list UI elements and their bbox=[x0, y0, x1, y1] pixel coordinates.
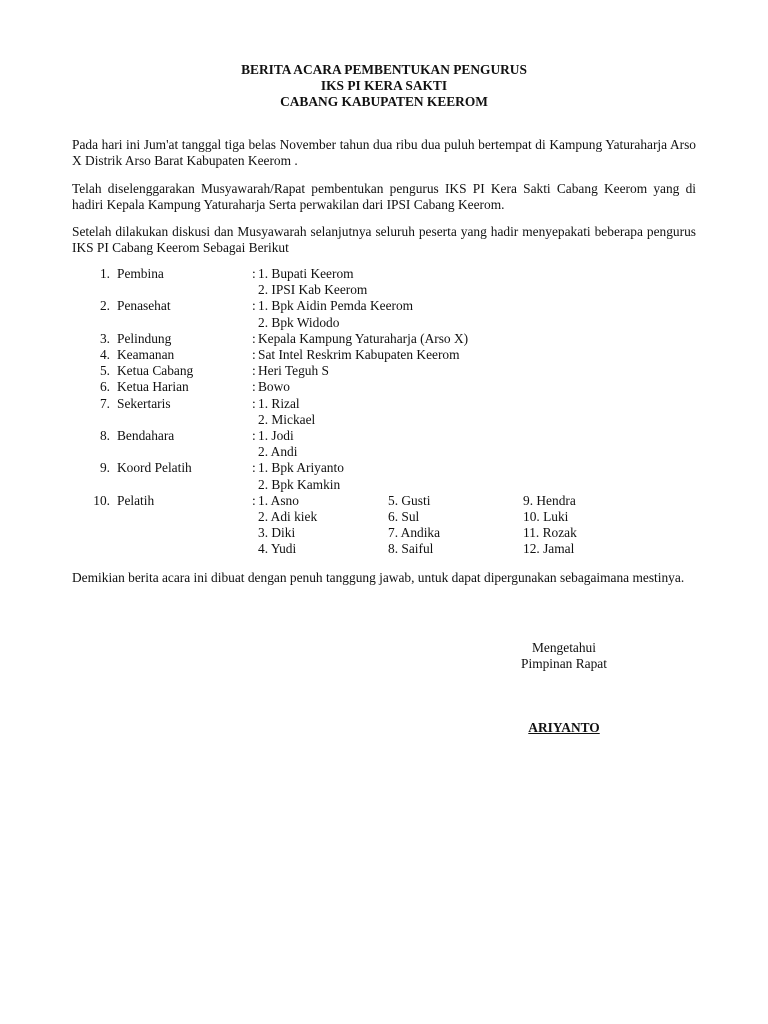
pelatih-member: 4. Yudi bbox=[258, 541, 297, 557]
roster-colon: : bbox=[252, 492, 256, 508]
roster-member: 2. IPSI Kab Keerom bbox=[258, 282, 368, 298]
roster-role: Sekertaris bbox=[117, 395, 171, 411]
roster-colon: : bbox=[252, 379, 256, 395]
pelatih-member: 3. Diki bbox=[258, 525, 296, 541]
pelatih-member: 6. Sul bbox=[388, 509, 420, 524]
roster-number: 9. bbox=[99, 460, 110, 476]
roster-member: Heri Teguh S bbox=[258, 363, 329, 379]
roster-number: 4. bbox=[99, 347, 110, 362]
roster-colon: : bbox=[252, 460, 256, 476]
roster-member: 2. Mickael bbox=[258, 411, 316, 427]
signature-caption-1: Mengetahui bbox=[532, 640, 596, 655]
roster-colon: : bbox=[252, 428, 256, 443]
pelatih-member: 8. Saiful bbox=[388, 541, 434, 557]
roster-member: 1. Jodi bbox=[258, 428, 294, 443]
roster-role: Pelatih bbox=[117, 492, 155, 508]
roster-number: 2. bbox=[99, 298, 110, 314]
roster-number: 8. bbox=[99, 428, 110, 443]
roster-role: Bendahara bbox=[117, 428, 175, 443]
pelatih-member: 5. Gusti bbox=[388, 492, 431, 508]
roster-role: Penasehat bbox=[117, 298, 171, 314]
pelatih-member: 11. Rozak bbox=[523, 525, 577, 541]
roster-member: 2. Bpk Widodo bbox=[258, 314, 340, 330]
pelatih-member: 2. Adi kiek bbox=[258, 509, 318, 524]
heading-line-2: IKS PI KERA SAKTI bbox=[320, 78, 448, 93]
roster-member: 1. Bupati Keerom bbox=[258, 266, 354, 281]
roster-member: 2. Andi bbox=[258, 444, 298, 460]
roster-colon: : bbox=[252, 395, 256, 411]
roster-number: 7. bbox=[99, 395, 110, 411]
signatory-name: ARIYANTO bbox=[528, 720, 600, 735]
pelatih-member: 10. Luki bbox=[523, 509, 569, 524]
pelatih-member: 7. Andika bbox=[388, 525, 441, 541]
pelatih-member: 1. Asno bbox=[258, 492, 299, 508]
paragraph-closing: Demikian berita acara ini dibuat dengan penuh tanggung jawab, untuk dapat dipergunakan sebagaimana mestinya. bbox=[72, 570, 685, 585]
roster-number: 5. bbox=[99, 363, 110, 379]
roster-colon: : bbox=[252, 330, 256, 346]
roster-role: Pembina bbox=[117, 266, 164, 281]
roster-number: 10. bbox=[93, 492, 110, 508]
roster-colon: : bbox=[252, 266, 256, 281]
roster-role: Pelindung bbox=[117, 330, 172, 346]
roster-role: Ketua Harian bbox=[117, 379, 189, 395]
roster-number: 6. bbox=[99, 379, 110, 395]
signature-caption-2: Pimpinan Rapat bbox=[521, 656, 607, 671]
roster-number: 1. bbox=[99, 266, 110, 281]
pelatih-member: 9. Hendra bbox=[523, 492, 576, 508]
roster-member: Sat Intel Reskrim Kabupaten Keerom bbox=[258, 347, 460, 362]
roster-role: Ketua Cabang bbox=[117, 363, 194, 379]
paragraph-meeting: Telah diselenggarakan Musyawarah/Rapat pembentukan pengurus IKS PI Kera Sakti Cabang Keerom yang di hadiri Kepala Kampung Yaturaharja Serta perwakilan dari IPSI Cabang Keerom. bbox=[72, 181, 696, 213]
roster-colon: : bbox=[252, 347, 256, 362]
roster-member: 1. Bpk Ariyanto bbox=[258, 460, 344, 476]
heading-line-1: BERITA ACARA PEMBENTUKAN PENGURUS bbox=[241, 62, 527, 77]
roster-member: Bowo bbox=[258, 379, 290, 395]
paragraph-opening: Pada hari ini Jum'at tanggal tiga belas November tahun dua ribu dua puluh bertempat di Kampung Yaturaharja Arso X Distrik Arso Barat Kabupaten Keerom . bbox=[72, 137, 696, 169]
roster-member: 1. Bpk Aidin Pemda Keerom bbox=[258, 298, 414, 314]
roster-member: 1. Rizal bbox=[258, 395, 300, 411]
roster-member: 2. Bpk Kamkin bbox=[258, 476, 341, 492]
paragraph-agreement: Setelah dilakukan diskusi dan Musyawarah selanjutnya seluruh peserta yang hadir menyepakati beberapa pengurus IKS PI Cabang Keerom Sebagai Berikut bbox=[72, 224, 696, 256]
roster-member: Kepala Kampung Yaturaharja (Arso X) bbox=[258, 330, 469, 346]
pelatih-member: 12. Jamal bbox=[523, 541, 575, 557]
roster-colon: : bbox=[252, 298, 256, 314]
document-heading bbox=[0, 62, 768, 110]
roster-colon: : bbox=[252, 363, 256, 379]
roster-role: Keamanan bbox=[117, 347, 175, 362]
heading-line-3: CABANG KABUPATEN KEEROM bbox=[280, 94, 488, 109]
roster-role: Koord Pelatih bbox=[117, 460, 192, 476]
roster-number: 3. bbox=[99, 330, 110, 346]
